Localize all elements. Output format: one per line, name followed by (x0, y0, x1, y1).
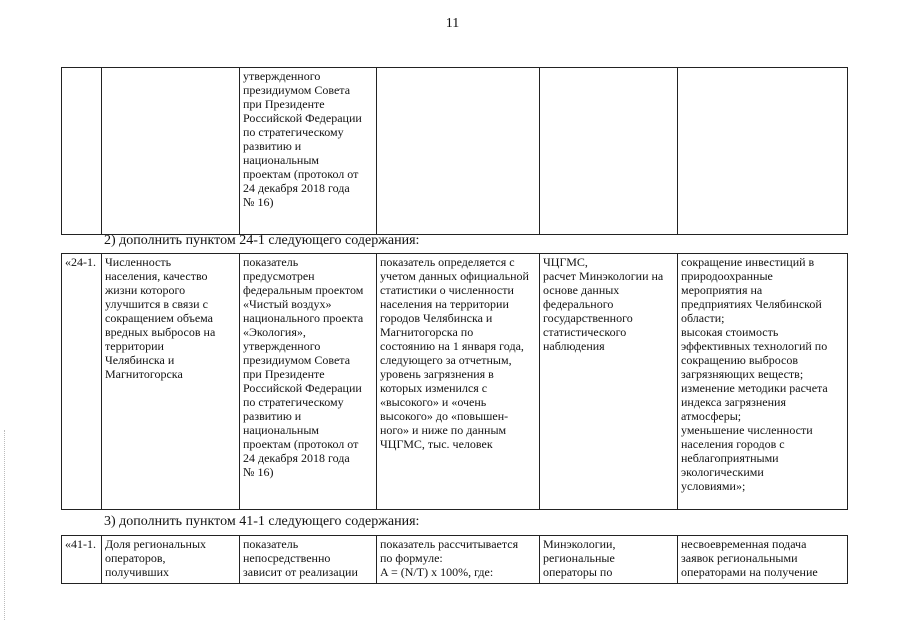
row24-method-line: учетом данных официальной (380, 269, 529, 283)
top-table (61, 67, 848, 235)
row24-basis-line: Российской Федерации (243, 381, 362, 395)
row24-name-line: улучшится в связи с (105, 297, 208, 311)
row24-risks-line: области; (681, 311, 725, 325)
row41-basis-line: зависит от реализации (243, 565, 358, 579)
row41-basis-line: показатель (243, 537, 299, 551)
row24-risks-line: предприятиях Челябинской (681, 297, 822, 311)
row24-name-line: сокращением объема (105, 311, 213, 325)
row24-basis-line: показатель (243, 255, 299, 269)
row24-method-line: населения на территории (380, 297, 509, 311)
row24-basis (240, 254, 377, 510)
row41-method-line: показатель рассчитывается (380, 537, 519, 551)
row24-risks-line: природоохранные (681, 269, 773, 283)
row41-name-line: операторов, (105, 551, 166, 565)
row24-name (102, 254, 240, 510)
row24-name-line: территории (105, 339, 164, 353)
top-basis-line: № 16) (243, 195, 274, 209)
row41-num: «41-1. (62, 536, 102, 584)
row24-source-line: статистического (543, 325, 627, 339)
row24-basis-line: «Чистый воздух» (243, 297, 332, 311)
row41-source-line: региональные (543, 551, 615, 565)
top-basis-line: развитию и (243, 139, 302, 153)
row24-source-line: основе данных (543, 283, 620, 297)
row24-method-line: показатель определяется с (380, 255, 515, 269)
top-basis-line: по стратегическому (243, 125, 344, 139)
row24-risks-line: индекса загрязнения (681, 395, 786, 409)
top-source-cell (540, 68, 678, 235)
top-basis-line: президиумом Совета (243, 83, 351, 97)
row24-method-line: следующего за отчетным, (380, 353, 512, 367)
row24-name-line: Магнитогорска (105, 367, 183, 381)
row24-method-line: высокого» до «повышен- (380, 409, 509, 423)
row24-num: «24-1. (62, 254, 102, 510)
row41-risks-line: несвоевременная подача (681, 537, 807, 551)
scan-edge-marks (4, 430, 7, 620)
row24-basis-line: 24 декабря 2018 года (243, 451, 350, 465)
top-basis-cell (240, 68, 377, 235)
top-name-cell (102, 68, 240, 235)
page-number: 11 (445, 16, 460, 31)
row24-name-line: вредных выбросов на (105, 325, 216, 339)
row24-method (377, 254, 540, 510)
row24-basis-line: национальным (243, 423, 319, 437)
row24-source-line: расчет Минэкологии на (543, 269, 664, 283)
top-num-cell (62, 68, 102, 235)
row24-risks-line: уменьшение численности (681, 423, 813, 437)
row24-risks-line: мероприятия на (681, 283, 763, 297)
row41-method-line: A = (N/T) x 100%, где: (380, 565, 494, 579)
row24-basis-line: развитию и (243, 409, 302, 423)
row24-method-line: уровень загрязнения в (380, 367, 494, 381)
row24-name-line: населения, качество (105, 269, 208, 283)
row41-basis (240, 536, 377, 584)
row41-name-line: Доля региональных (105, 537, 207, 551)
row24-basis-line: предусмотрен (243, 269, 315, 283)
row-41-1-table (61, 535, 848, 584)
top-basis-line: Российской Федерации (243, 111, 362, 125)
row24-method-line: ЧЦГМС, тыс. человек (380, 437, 493, 451)
row41-risks-line: операторами на получение (681, 565, 818, 579)
row24-source-line: наблюдения (543, 339, 605, 353)
row24-basis-line: проектам (протокол от (243, 437, 359, 451)
row24-risks-line: неблагоприятными (681, 451, 779, 465)
row24-method-line: городов Челябинска и (380, 311, 493, 325)
row24-basis-line: по стратегическому (243, 395, 344, 409)
top-basis-line: национальным (243, 153, 319, 167)
section-3-heading: 3) дополнить пунктом 41-1 следующего содержания: (104, 514, 420, 529)
top-basis-line: утвержденного (243, 69, 321, 83)
row24-risks-line: экологическими (681, 465, 764, 479)
row24-risks-line: условиями»; (681, 479, 746, 493)
row24-risks-line: эффективных технологий по (681, 339, 828, 353)
row41-source-line: Минэкологии, (543, 537, 616, 551)
top-method-cell (377, 68, 540, 235)
row24-method-line: статистики о численности (380, 283, 514, 297)
row24-basis-line: «Экология», (243, 325, 306, 339)
row24-risks-line: сокращению выбросов (681, 353, 798, 367)
row24-basis-line: утвержденного (243, 339, 321, 353)
row41-risks (678, 536, 848, 584)
row24-risks-line: высокая стоимость (681, 325, 779, 339)
row24-method-line: Магнитогорска по (380, 325, 474, 339)
row24-risks-line: изменение методики расчета (681, 381, 828, 395)
row24-name-line: жизни которого (105, 283, 186, 297)
row41-source-line: операторы по (543, 565, 613, 579)
row24-source (540, 254, 678, 510)
row24-risks-line: сокращение инвестиций в (681, 255, 815, 269)
row24-risks-line: населения городов с (681, 437, 785, 451)
row24-risks-line: загрязняющих веществ; (681, 367, 804, 381)
row41-name (102, 536, 240, 584)
row41-method (377, 536, 540, 584)
row41-basis-line: непосредственно (243, 551, 331, 565)
row24-source-line: государственного (543, 311, 633, 325)
row41-risks-line: заявок региональными (681, 551, 798, 565)
row24-method-line: ного» и ниже по данным (380, 423, 507, 437)
section-2-heading: 2) дополнить пунктом 24-1 следующего содержания: (104, 233, 420, 248)
row24-source-line: ЧЦГМС, (543, 255, 588, 269)
row24-basis-line: президиумом Совета (243, 353, 351, 367)
row24-basis-line: № 16) (243, 465, 274, 479)
row24-basis-line: федеральным проектом (243, 283, 364, 297)
row24-name-line: Численность (105, 255, 172, 269)
row24-basis-line: при Президенте (243, 367, 325, 381)
row24-risks (678, 254, 848, 510)
row41-name-line: получивших (105, 565, 170, 579)
row24-method-line: состоянию на 1 января года, (380, 339, 524, 353)
top-basis-line: при Президенте (243, 97, 325, 111)
row41-method-line: по формуле: (380, 551, 443, 565)
top-risks-cell (678, 68, 848, 235)
top-basis-line: 24 декабря 2018 года (243, 181, 350, 195)
top-basis-line: проектам (протокол от (243, 167, 359, 181)
row24-basis-line: национального проекта (243, 311, 364, 325)
row24-source-line: федерального (543, 297, 614, 311)
row24-name-line: Челябинска и (105, 353, 175, 367)
row24-risks-line: атмосферы; (681, 409, 742, 423)
row24-method-line: которых изменился с (380, 381, 488, 395)
row-24-1-table (61, 253, 848, 510)
row24-method-line: «высокого» и «очень (380, 395, 487, 409)
row41-source (540, 536, 678, 584)
